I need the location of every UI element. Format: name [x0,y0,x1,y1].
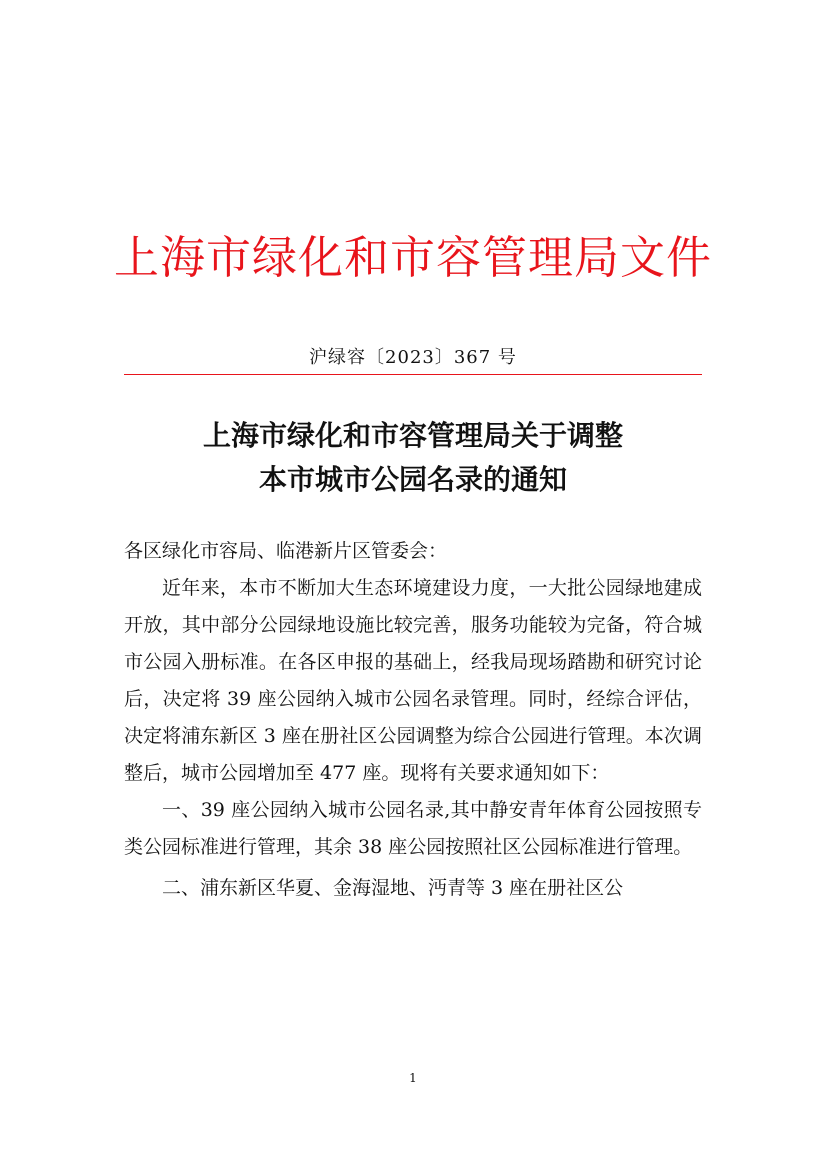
salutation: 各区绿化市容局、临港新片区管委会： [124,540,448,562]
document-number: 沪绿容〔2023〕367 号 [309,347,517,368]
notice-title [0,414,826,502]
body-paragraph-intro: 近年来，本市不断加大生态环境建设力度，一大批公园绿地建成开放，其中部分公园绿地设施比较完善，服务功能较为完备，符合城市公园入册标准。在各区申报的基础上，经我局现场踏勘和研究讨论后，决定将 39 座公园纳入城市公园名录管理。同时，经综合评估，决定将浦东新区 3 座在册社区公园调整为综合公园进行管理。本次调整后，城市公园增加至 477 座。现将有关要求通知如下： [124,577,702,784]
notice-title-line-2: 本市城市公园名录的通知 [258,463,567,496]
notice-title-line-1: 上海市绿化和市容管理局关于调整 [202,419,623,452]
page-number: 1 [409,1071,417,1085]
body-paragraph-item-2: 二、浦东新区华夏、金海湿地、沔青等 3 座在册社区公 [162,877,624,899]
issuing-authority-header: 上海市绿化和市容管理局文件 [113,231,712,284]
red-divider-line [124,374,702,375]
body-paragraph-item-1: 一、39 座公园纳入城市公园名录,其中静安青年体育公园按照专类公园标准进行管理，其余 38 座公园按照社区公园标准进行管理。 [124,799,702,858]
notice-body [124,533,702,907]
